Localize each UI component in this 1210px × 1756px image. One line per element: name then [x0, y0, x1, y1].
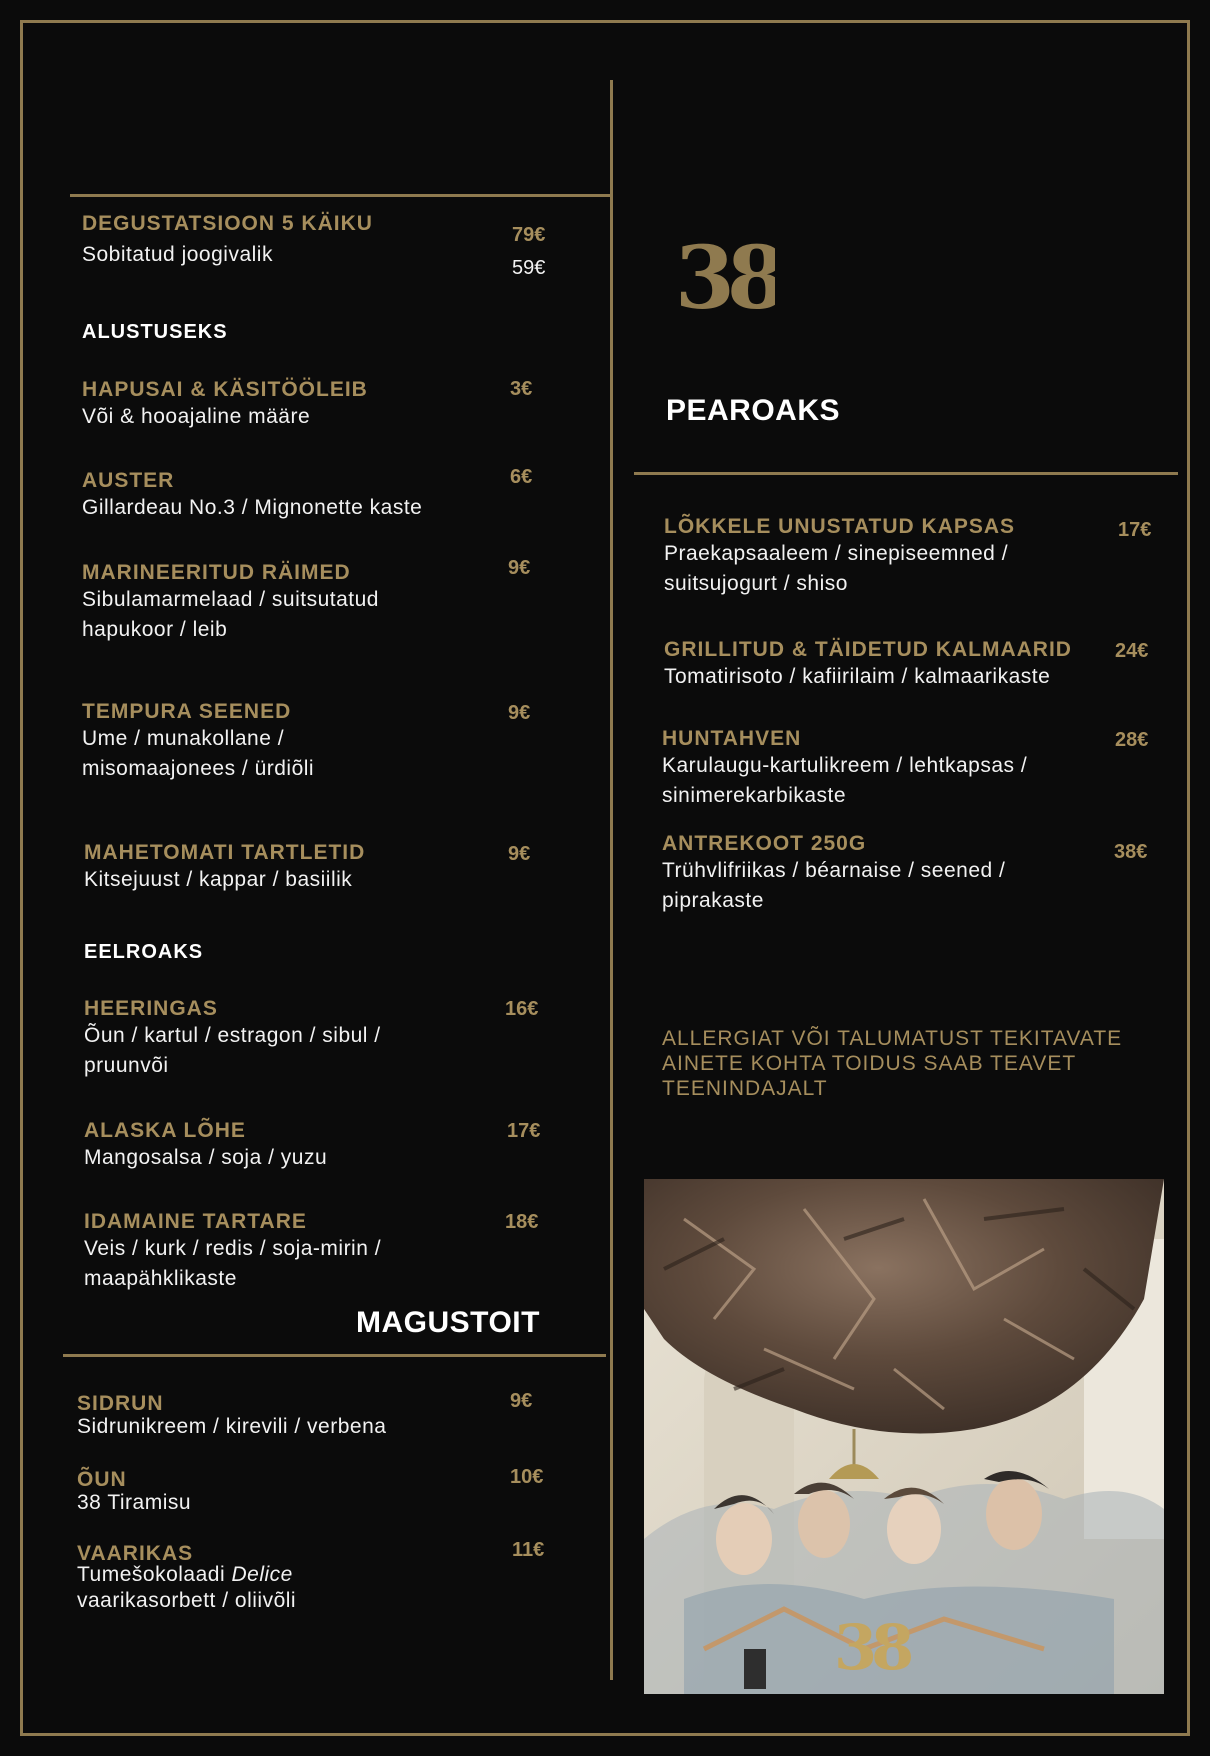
item-desc: Praekapsaaleem / sinepiseemned / [664, 542, 1009, 565]
allergy-notice [662, 1026, 1122, 1101]
item-name: GRILLITUD & TÄIDETUD KALMAARID [664, 638, 1072, 661]
item-name: ÕUN [77, 1468, 127, 1491]
top-left-rule [70, 194, 611, 197]
menu-item [84, 1210, 381, 1294]
item-price: 11€ [512, 1539, 545, 1561]
item-price: 16€ [505, 998, 539, 1020]
photo-illustration [644, 1179, 1164, 1694]
menu-item [84, 1119, 327, 1173]
item-desc: hapukoor / leib [82, 618, 228, 641]
item-desc: misomaajonees / ürdiõli [82, 757, 315, 780]
item-price: 10€ [510, 1466, 544, 1488]
item-desc: Ume / munakollane / [82, 727, 285, 750]
item-desc: Kitsejuust / kappar / basiilik [84, 868, 353, 891]
item-desc-plain: Tumešokolaadi [77, 1563, 232, 1586]
section-title-pearoaks: PEAROAKS [666, 394, 841, 427]
allergy-line: ALLERGIAT VÕI TALUMATUST TEKITAVATE [662, 1027, 1123, 1050]
item-price: 17€ [507, 1120, 541, 1142]
magustoit-rule [63, 1354, 606, 1357]
item-desc: piprakaste [662, 889, 764, 912]
item-price: 17€ [1118, 519, 1152, 541]
allergy-line: TEENINDAJALT [662, 1077, 828, 1100]
section-title-eelroaks: EELROAKS [84, 941, 204, 963]
item-desc: Sibulamarmelaad / suitsutatud [82, 588, 379, 611]
item-desc: Sidrunikreem / kirevili / verbena [77, 1415, 387, 1438]
item-desc: Tomatirisoto / kafiirilaim / kalmaarikaste [664, 665, 1051, 688]
item-desc: Veis / kurk / redis / soja-mirin / [84, 1237, 382, 1260]
item-desc: suitsujogurt / shiso [664, 572, 848, 595]
menu-item [77, 1542, 296, 1614]
item-price: 24€ [1115, 640, 1149, 662]
item-name: SIDRUN [77, 1392, 164, 1415]
item-price: 9€ [508, 557, 531, 579]
item-name: HUNTAHVEN [662, 727, 802, 750]
item-desc: pruunvõi [84, 1054, 169, 1077]
item-price: 9€ [508, 843, 531, 865]
item-desc-italic: Delice [231, 1563, 293, 1586]
menu-item [82, 700, 314, 784]
item-desc: Mangosalsa / soja / yuzu [84, 1146, 328, 1169]
menu-item [84, 841, 365, 895]
column-divider [610, 80, 613, 1680]
menu-item-tasting [82, 212, 373, 270]
item-name: HEERINGAS [84, 997, 218, 1020]
item-desc: Karulaugu-kartulikreem / lehtkapsas / [662, 754, 1028, 777]
menu-item [77, 1468, 191, 1518]
menu-item [82, 378, 368, 432]
logo-text: 38 [675, 236, 775, 321]
item-name: MAHETOMATI TARTLETID [84, 841, 366, 864]
item-name: HAPUSAI & KÄSITÖÖLEIB [82, 378, 368, 401]
menu-item [662, 832, 1005, 916]
item-price: 9€ [510, 1390, 533, 1412]
item-desc: Gillardeau No.3 / Mignonette kaste [82, 496, 423, 519]
item-price: 79€ [512, 224, 546, 246]
item-name: ANTREKOOT 250G [662, 832, 867, 855]
item-name: AUSTER [82, 469, 175, 492]
menu-item [664, 638, 1072, 692]
item-name: LÕKKELE UNUSTATUD KAPSAS [664, 515, 1016, 538]
restaurant-photo [644, 1179, 1164, 1694]
item-name: ALASKA LÕHE [84, 1119, 246, 1142]
menu-item [77, 1392, 386, 1442]
section-title-alustuseks: ALUSTUSEKS [82, 321, 228, 343]
item-desc: vaarikasorbett / oliivõli [77, 1589, 297, 1612]
section-title-magustoit: MAGUSTOIT [356, 1306, 540, 1339]
item-price: 28€ [1115, 729, 1149, 751]
item-price-secondary: 59€ [512, 257, 546, 279]
menu-item [82, 561, 379, 645]
item-desc: sinimerekarbikaste [662, 784, 847, 807]
item-name: VAARIKAS [77, 1542, 194, 1565]
item-price: 18€ [505, 1211, 539, 1233]
menu-item [662, 727, 1027, 811]
logo-38 [675, 236, 775, 326]
item-desc: maapähklikaste [84, 1267, 237, 1290]
item-desc: Või & hooajaline määre [82, 405, 311, 428]
allergy-line: AINETE KOHTA TOIDUS SAAB TEAVET [662, 1052, 1077, 1075]
item-name: DEGUSTATSIOON 5 KÄIKU [82, 212, 373, 235]
item-name: TEMPURA SEENED [82, 700, 292, 723]
menu-item [84, 997, 381, 1081]
item-price: 9€ [508, 702, 531, 724]
item-price: 6€ [510, 466, 533, 488]
menu-item [664, 515, 1015, 599]
item-desc: 38 Tiramisu [77, 1491, 192, 1514]
item-name: IDAMAINE TARTARE [84, 1210, 307, 1233]
photo-logo: 38 [834, 1611, 909, 1684]
item-name: MARINEERITUD RÄIMED [82, 561, 351, 584]
logo-38-mark [675, 236, 775, 321]
item-price: 3€ [510, 378, 533, 400]
item-desc: Trühvlifriikas / béarnaise / seened / [662, 859, 1006, 882]
item-desc: Õun / kartul / estragon / sibul / [84, 1024, 381, 1047]
menu-item [82, 469, 422, 523]
item-price: 38€ [1114, 841, 1148, 863]
item-desc: Sobitatud joogivalik [82, 243, 273, 266]
pearoaks-rule [634, 472, 1178, 475]
item-desc [77, 1562, 296, 1588]
